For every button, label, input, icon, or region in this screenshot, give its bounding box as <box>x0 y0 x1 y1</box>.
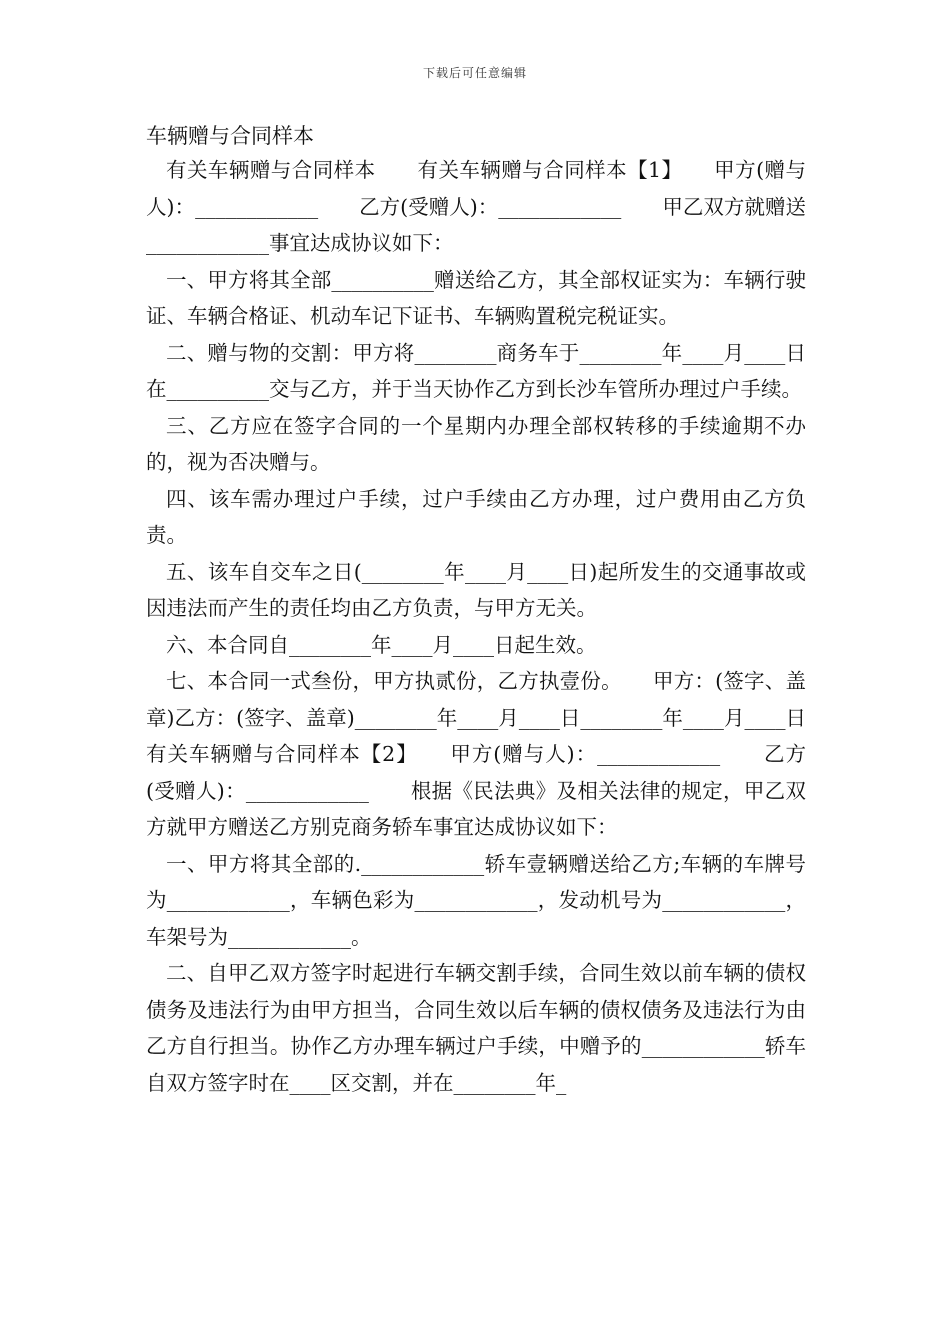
document-title: 车辆赠与合同样本 <box>146 124 314 148</box>
paragraph-clause-4: 四、该车需办理过户手续，过户手续由乙方办理，过户费用由乙方负责。 <box>146 486 806 547</box>
paragraph-sample2-clause-2: 二、自甲乙双方签字时起进行车辆交割手续，合同生效以前车辆的债权债务及违法行为由甲方担当，合同生效以后车辆的债权债务及违法行为由乙方自行担当。协作乙方办理车辆过户手续，中赠予的____________轿车自双方签字时在____区交割，并在________年_ <box>146 961 806 1095</box>
paragraph-clause-1: 一、甲方将其全部__________赠送给乙方，其全部权证实为：车辆行驶证、车辆合格证、机动车记下证书、车辆购置税完税证实。 <box>146 267 806 328</box>
paragraph-clause-5: 五、该车自交车之日(________年____月____日)起所发生的交通事故或因违法而产生的责任均由乙方负责，与甲方无关。 <box>146 559 806 620</box>
paragraph-clause-2: 二、赠与物的交割：甲方将________商务车于________年____月____日在__________交与乙方，并于当天协作乙方到长沙车管所办理过户手续。 <box>146 340 806 401</box>
paragraph-sample2-clause-1: 一、甲方将其全部的.____________轿车壹辆赠送给乙方;车辆的车牌号为____________，车辆色彩为____________，发动机号为____________，车架号为____________。 <box>146 851 806 949</box>
page-header-note: 下载后可任意编辑 <box>422 66 527 80</box>
paragraph-clause-6: 六、本合同自________年____月____日起生效。 <box>166 632 597 657</box>
paragraph-clause-7: 七、本合同一式叁份，甲方执贰份，乙方执壹份。 甲方：(签字、盖章)乙方：(签字、盖章)________年____月____日________年____月____日 有关车辆赠与合同样本【2】 甲方(赠与人)：____________ 乙方(受赠人)：____________ 根据《民法典》及相关法律的规定，甲乙双方就甲方赠送乙方别克商务轿车事宜达成协议如下： <box>146 669 847 839</box>
paragraph-intro: 有关车辆赠与合同样本 有关车辆赠与合同样本【1】 甲方(赠与人)：____________ 乙方(受赠人)：____________ 甲乙双方就赠送____________事宜达成协议如下： <box>146 158 806 255</box>
paragraph-clause-3: 三、乙方应在签字合同的一个星期内办理全部权转移的手续逾期不办的，视为否决赠与。 <box>146 413 806 474</box>
document-body <box>146 152 847 1101</box>
